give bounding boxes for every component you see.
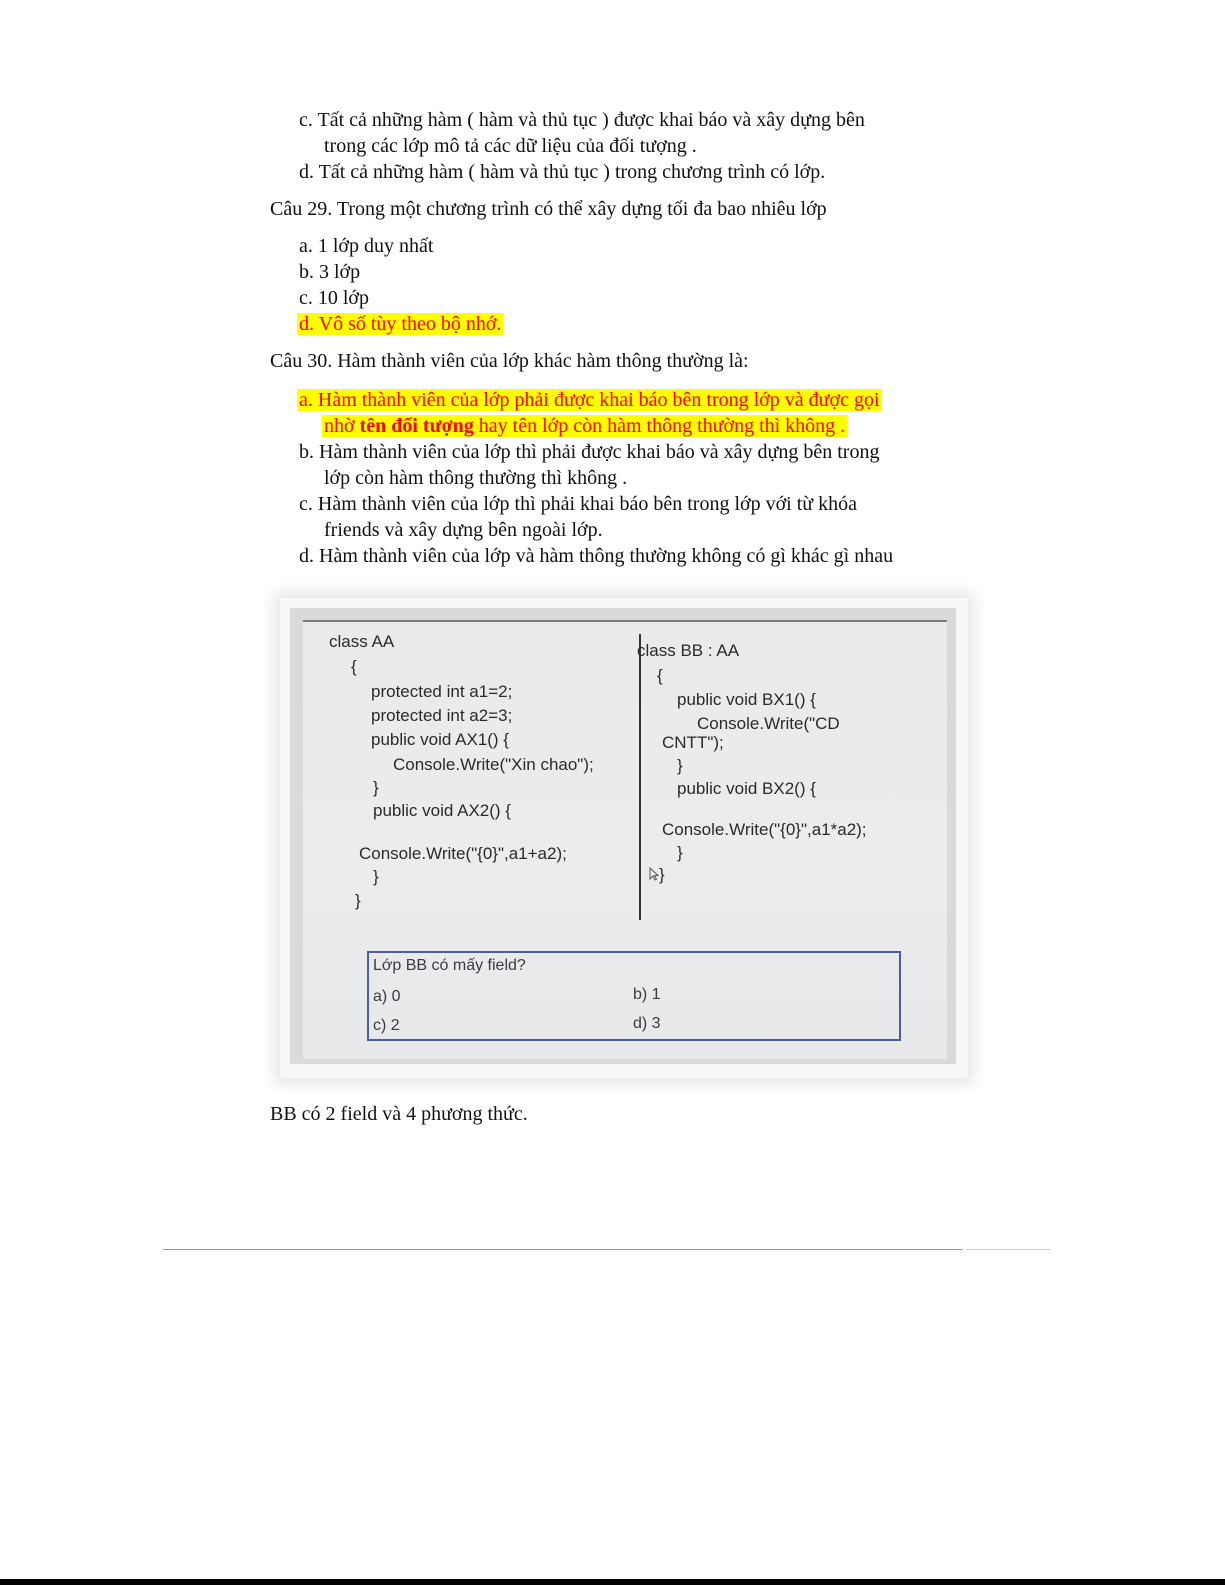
q30-option-b-line1: b. Hàm thành viên của lớp thì phải được khai báo và xây dựng bên trong xyxy=(299,441,880,463)
code-left-line: Console.Write("{0}",a1+a2); xyxy=(359,844,567,863)
closing-brace: } xyxy=(659,865,665,884)
option-c-line2: trong các lớp mô tả các dữ liệu của đối tượng . xyxy=(324,135,697,157)
code-left-line: protected int a2=3; xyxy=(371,706,513,725)
code-right-line: Console.Write("{0}",a1*a2); xyxy=(662,820,867,839)
quiz-option-b: b) 1 xyxy=(633,986,661,1003)
q30-option-a-line2 xyxy=(322,413,847,439)
answer-note: BB có 2 field và 4 phương thức. xyxy=(270,1103,528,1125)
quiz-box xyxy=(367,951,901,1041)
code-left-line: Console.Write("Xin chao"); xyxy=(393,755,594,774)
screen-content xyxy=(303,620,947,1059)
q29-option-d-answer xyxy=(297,311,503,337)
footer-rule xyxy=(163,1249,963,1250)
answer-text-post: hay tên lớp còn hàm thông thường thì không . xyxy=(473,415,846,437)
screen-bezel xyxy=(290,608,956,1064)
q30-option-a-line1 xyxy=(297,387,882,413)
code-right-line xyxy=(649,864,665,887)
code-right-line: { xyxy=(657,666,663,685)
question-29: Câu 29. Trong một chương trình có thể xây dựng tối đa bao nhiêu lớp xyxy=(270,198,827,220)
quiz-option-c: c) 2 xyxy=(373,1017,400,1034)
code-right-line: class BB : AA xyxy=(637,641,740,660)
highlight-answer: d. Vô số tùy theo bộ nhớ. xyxy=(299,313,502,335)
code-left-line: { xyxy=(351,657,357,676)
code-right-line: CNTT"); xyxy=(662,733,724,752)
page-bottom-edge xyxy=(0,1579,1225,1585)
code-left-line: protected int a1=2; xyxy=(371,682,513,701)
highlight-answer-line1: a. Hàm thành viên của lớp phải được khai báo bên trong lớp và được gọi xyxy=(299,389,880,411)
option-c-line1: c. Tất cả những hàm ( hàm và thủ tục ) được khai báo và xây dựng bên xyxy=(299,109,865,131)
column-divider xyxy=(639,634,641,920)
question-30: Câu 30. Hàm thành viên của lớp khác hàm thông thường là: xyxy=(270,350,749,372)
code-right-line: } xyxy=(677,756,683,775)
code-left-line: } xyxy=(355,891,361,910)
code-left-line: } xyxy=(373,778,379,797)
embedded-screenshot xyxy=(280,598,968,1078)
q29-option-c: c. 10 lớp xyxy=(299,287,370,309)
code-left-line: class AA xyxy=(329,632,395,651)
code-left-line: public void AX1() { xyxy=(371,730,509,749)
answer-text-bold: tên đối tượng xyxy=(359,415,474,437)
quiz-option-d: d) 3 xyxy=(633,1015,661,1032)
code-left-line: public void AX2() { xyxy=(373,801,511,820)
answer-text-pre: nhờ xyxy=(324,415,360,437)
highlight-answer-line2 xyxy=(322,415,847,437)
footer-rule-stub xyxy=(966,1249,1050,1250)
code-right-line: Console.Write("CD xyxy=(697,714,840,733)
quiz-option-a: a) 0 xyxy=(373,988,401,1005)
code-right-line: } xyxy=(677,843,683,862)
option-d: d. Tất cả những hàm ( hàm và thủ tục ) trong chương trình có lớp. xyxy=(299,161,826,183)
code-left-line: } xyxy=(373,867,379,886)
q29-option-b: b. 3 lớp xyxy=(299,261,361,283)
q30-option-b-line2: lớp còn hàm thông thường thì không . xyxy=(324,467,628,489)
quiz-question: Lớp BB có mấy field? xyxy=(373,957,526,974)
q30-option-d: d. Hàm thành viên của lớp và hàm thông thường không có gì khác gì nhau xyxy=(299,545,894,567)
code-right-line: public void BX2() { xyxy=(677,779,816,798)
code-right-line: public void BX1() { xyxy=(677,690,816,709)
q30-option-c-line1: c. Hàm thành viên của lớp thì phải khai báo bên trong lớp với từ khóa xyxy=(299,493,857,515)
q29-option-a: a. 1 lớp duy nhất xyxy=(299,235,434,257)
q30-option-c-line2: friends và xây dựng bên ngoài lớp. xyxy=(324,519,603,541)
cursor-icon xyxy=(649,865,659,887)
